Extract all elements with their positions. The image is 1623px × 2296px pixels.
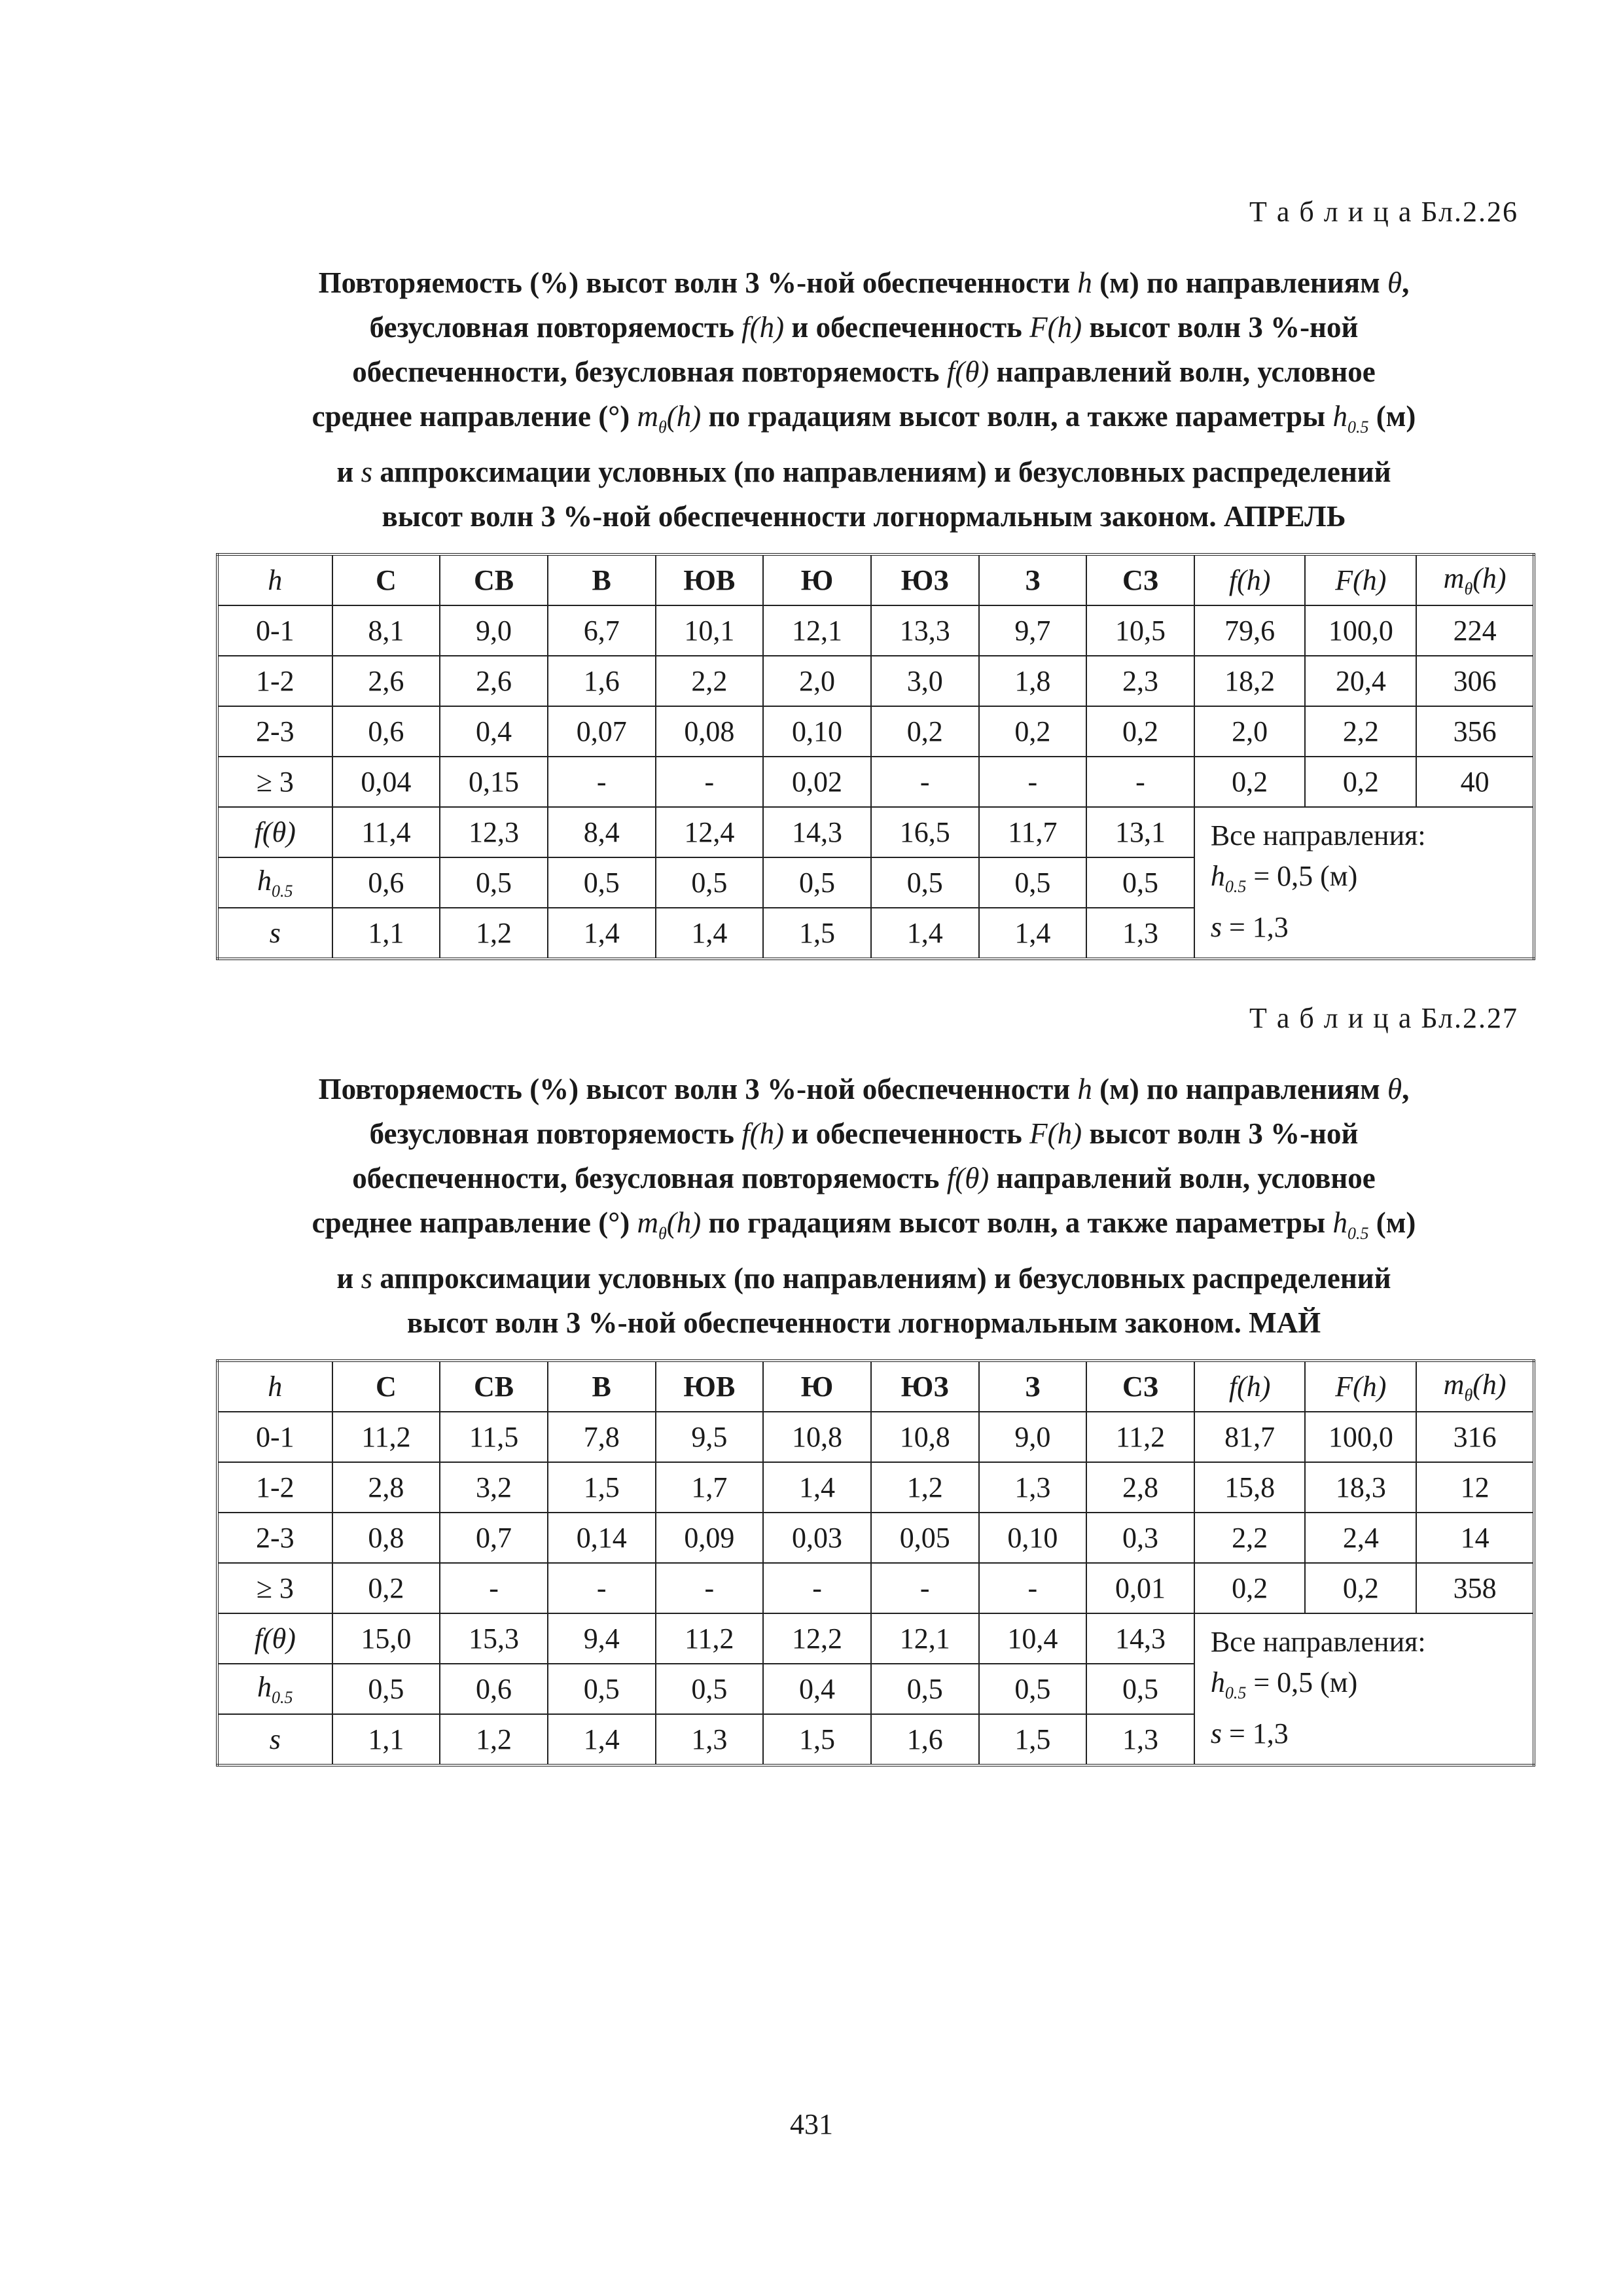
col-header-sw: ЮЗ	[871, 1361, 979, 1412]
table-cell: 10,8	[871, 1412, 979, 1462]
col-header-n: С	[332, 554, 440, 605]
table-cell: 11,2	[332, 1412, 440, 1462]
summary-s: s = 1,3	[1210, 910, 1289, 943]
table-cell: 0,7	[440, 1513, 548, 1563]
caption-line: высот волн 3 %-ной обеспеченности логнормальным законом. АПРЕЛЬ	[382, 500, 1346, 533]
table-cell: 1,5	[763, 1714, 871, 1765]
table-row	[217, 757, 1534, 807]
caption-line: обеспеченности, безусловная повторяемость f(θ) направлений волн, условное	[352, 1162, 1376, 1194]
table-cell: 1,6	[548, 656, 656, 706]
table-cell: 40	[1416, 757, 1534, 807]
table-cell: 0,15	[440, 757, 548, 807]
table-cell: 0,6	[332, 857, 440, 908]
col-header-s: Ю	[763, 554, 871, 605]
table-label: Т а б л и ц а Бл.2.27	[1249, 1002, 1518, 1034]
table-cell: -	[763, 1563, 871, 1613]
table-cell: 12,2	[763, 1613, 871, 1664]
caption-line: безусловная повторяемость f(h) и обеспеченность F(h) высот волн 3 %-ной	[369, 1117, 1359, 1150]
table-cell: 20,4	[1305, 656, 1416, 706]
table-cell: 2,3	[1086, 656, 1194, 706]
table-cell: 0,08	[656, 706, 764, 757]
table-cell: 0,01	[1086, 1563, 1194, 1613]
table-cell: 0,4	[763, 1664, 871, 1714]
table-cell: 12,4	[656, 807, 764, 857]
table-cell: 0,5	[548, 1664, 656, 1714]
table-cell: 1,4	[548, 908, 656, 959]
table-cell: 1,5	[548, 1462, 656, 1513]
table-cell: 2,2	[1194, 1513, 1306, 1563]
table-cell: 0,4	[440, 706, 548, 757]
table-cell: 1,3	[1086, 1714, 1194, 1765]
table-cell: 0,5	[979, 1664, 1087, 1714]
col-header-Fh: F(h)	[1305, 1361, 1416, 1412]
col-header-nw: СЗ	[1086, 1361, 1194, 1412]
table-cell: -	[656, 1563, 764, 1613]
table-row	[217, 605, 1534, 656]
table-cell: 0,10	[763, 706, 871, 757]
table-cell: 12	[1416, 1462, 1534, 1513]
table-cell: 3,0	[871, 656, 979, 706]
table-cell: 100,0	[1305, 605, 1416, 656]
table-row	[217, 656, 1534, 706]
table-row	[217, 706, 1534, 757]
table-cell: 0,2	[979, 706, 1087, 757]
table-cell: 12,1	[871, 1613, 979, 1664]
table-cell: 11,4	[332, 807, 440, 857]
col-header-Fh: F(h)	[1305, 554, 1416, 605]
table-cell: 2,0	[1194, 706, 1306, 757]
row-label: 1-2	[217, 1462, 332, 1513]
table-cell: 0,3	[1086, 1513, 1194, 1563]
table-caption	[216, 260, 1512, 539]
col-header-m: $m_\theta(h)$	[1416, 554, 1534, 605]
table-cell: 1,1	[332, 908, 440, 959]
table-cell: 2,2	[1305, 706, 1416, 757]
table-cell: 11,2	[1086, 1412, 1194, 1462]
table-cell: 14,3	[1086, 1613, 1194, 1664]
table-cell: 9,4	[548, 1613, 656, 1664]
table-cell: 1,3	[979, 1462, 1087, 1513]
caption-line: Повторяемость (%) высот волн 3 %-ной обеспеченности h (м) по направлениям θ,	[318, 1073, 1410, 1105]
col-header-sw: ЮЗ	[871, 554, 979, 605]
summary-h05: $h_{0.5} = 0,5$ (м)	[1210, 860, 1358, 896]
table-cell: 2,2	[656, 656, 764, 706]
table-cell: 16,5	[871, 807, 979, 857]
table-cell: 0,2	[871, 706, 979, 757]
table-cell: 0,5	[656, 1664, 764, 1714]
col-header-fh: f(h)	[1194, 554, 1306, 605]
col-header-w: З	[979, 554, 1087, 605]
row-label: f(θ)	[217, 1613, 332, 1664]
table-cell: 10,5	[1086, 605, 1194, 656]
row-label: $h_{0.5}$	[217, 857, 332, 908]
caption-line: обеспеченности, безусловная повторяемость f(θ) направлений волн, условное	[352, 355, 1376, 388]
table-cell: 0,2	[1305, 757, 1416, 807]
row-label: $h_{0.5}$	[217, 1664, 332, 1714]
table-cell: 0,5	[440, 857, 548, 908]
summary-title: Все направления:	[1210, 819, 1426, 852]
row-label: ≥ 3	[217, 1563, 332, 1613]
table-cell: 14	[1416, 1513, 1534, 1563]
table-cell: 1,3	[1086, 908, 1194, 959]
table-cell: 1,5	[979, 1714, 1087, 1765]
page-number: 431	[790, 2108, 833, 2140]
table-cell: 0,5	[763, 857, 871, 908]
col-header-se: ЮВ	[656, 554, 764, 605]
table-cell: 0,03	[763, 1513, 871, 1563]
table-cell: 10,8	[763, 1412, 871, 1462]
row-label: 2-3	[217, 1513, 332, 1563]
table-cell: -	[871, 1563, 979, 1613]
row-label: 2-3	[217, 706, 332, 757]
table-cell: 2,6	[332, 656, 440, 706]
table-cell: 6,7	[548, 605, 656, 656]
table-cell: 0,6	[440, 1664, 548, 1714]
table-cell: 0,2	[1086, 706, 1194, 757]
table-cell: 0,02	[763, 757, 871, 807]
table-cell: 11,7	[979, 807, 1087, 857]
table-cell: 0,5	[332, 1664, 440, 1714]
table-cell: 0,14	[548, 1513, 656, 1563]
table-cell: 306	[1416, 656, 1534, 706]
table-cell: -	[548, 757, 656, 807]
table-cell: 1,4	[979, 908, 1087, 959]
table-cell: 0,09	[656, 1513, 764, 1563]
table-cell: 81,7	[1194, 1412, 1306, 1462]
table-cell: 1,8	[979, 656, 1087, 706]
table-cell: -	[979, 1563, 1087, 1613]
table-cell: 7,8	[548, 1412, 656, 1462]
summary-s: s = 1,3	[1210, 1717, 1289, 1749]
table-cell: 100,0	[1305, 1412, 1416, 1462]
table-cell: 0,2	[1194, 757, 1306, 807]
col-header-se: ЮВ	[656, 1361, 764, 1412]
col-header-nw: СЗ	[1086, 554, 1194, 605]
table-cell: 79,6	[1194, 605, 1306, 656]
table-cell: 356	[1416, 706, 1534, 757]
table-cell: 0,6	[332, 706, 440, 757]
table-row	[217, 1462, 1534, 1513]
table-row	[217, 1412, 1534, 1462]
all-directions-summary	[1194, 1613, 1534, 1765]
table-cell: 0,2	[1194, 1563, 1306, 1613]
table-cell: 1,6	[871, 1714, 979, 1765]
table-cell: 0,5	[1086, 1664, 1194, 1714]
table-cell: 0,05	[871, 1513, 979, 1563]
table-cell: 2,0	[763, 656, 871, 706]
row-label: f(θ)	[217, 807, 332, 857]
table-cell: 358	[1416, 1563, 1534, 1613]
table-cell: 1,2	[440, 1714, 548, 1765]
col-header-h: h	[217, 554, 332, 605]
summary-h05: $h_{0.5} = 0,5$ (м)	[1210, 1666, 1358, 1702]
table-cell: 2,8	[332, 1462, 440, 1513]
table-cell: 8,4	[548, 807, 656, 857]
caption-line: безусловная повторяемость f(h) и обеспеченность F(h) высот волн 3 %-ной	[369, 311, 1359, 344]
caption-line: среднее направление (°) $m_\theta(h)$ по градациям высот волн, а также параметры $h_{0.5}$ (м)	[312, 400, 1416, 437]
header-row	[217, 554, 1534, 605]
table-cell: 0,5	[871, 1664, 979, 1714]
table-cell: 9,0	[979, 1412, 1087, 1462]
caption-line: высот волн 3 %-ной обеспеченности логнормальным законом. МАЙ	[406, 1306, 1321, 1339]
data-table	[216, 553, 1535, 960]
table-cell: 0,04	[332, 757, 440, 807]
table-cell: 12,1	[763, 605, 871, 656]
table-label: Т а б л и ц а Бл.2.26	[1249, 196, 1518, 228]
table-cell: -	[979, 757, 1087, 807]
table-cell: 0,10	[979, 1513, 1087, 1563]
table-cell: 0,5	[1086, 857, 1194, 908]
table-cell: 1,4	[656, 908, 764, 959]
col-header-fh: f(h)	[1194, 1361, 1306, 1412]
ftheta-row	[217, 1613, 1534, 1664]
table-cell: 9,7	[979, 605, 1087, 656]
table-cell: 1,4	[763, 1462, 871, 1513]
table-cell: 0,07	[548, 706, 656, 757]
col-header-h: h	[217, 1361, 332, 1412]
table-cell: 18,2	[1194, 656, 1306, 706]
table-cell: 11,5	[440, 1412, 548, 1462]
row-label: 0-1	[217, 1412, 332, 1462]
header-row	[217, 1361, 1534, 1412]
table-cell: 12,3	[440, 807, 548, 857]
table-cell: 14,3	[763, 807, 871, 857]
table-cell: 0,5	[979, 857, 1087, 908]
table-cell: 1,5	[763, 908, 871, 959]
table-cell: 10,1	[656, 605, 764, 656]
table-cell: 1,2	[871, 1462, 979, 1513]
table-cell: 1,1	[332, 1714, 440, 1765]
table-cell: 2,4	[1305, 1513, 1416, 1563]
table-cell: 8,1	[332, 605, 440, 656]
caption-line: и s аппроксимации условных (по направлениям) и безусловных распределений	[336, 1262, 1391, 1295]
table-cell: -	[656, 757, 764, 807]
row-label: s	[217, 908, 332, 959]
summary-title: Все направления:	[1210, 1626, 1426, 1658]
table-row	[217, 1513, 1534, 1563]
table-cell: 15,0	[332, 1613, 440, 1664]
row-label: 1-2	[217, 656, 332, 706]
table-cell: 15,3	[440, 1613, 548, 1664]
col-header-e: В	[548, 554, 656, 605]
table-cell: 2,6	[440, 656, 548, 706]
row-label: ≥ 3	[217, 757, 332, 807]
table-cell: 316	[1416, 1412, 1534, 1462]
table-cell: 0,2	[1305, 1563, 1416, 1613]
row-label: s	[217, 1714, 332, 1765]
col-header-s: Ю	[763, 1361, 871, 1412]
data-table	[216, 1359, 1535, 1767]
table-cell: 18,3	[1305, 1462, 1416, 1513]
table-cell: 0,5	[656, 857, 764, 908]
caption-line: и s аппроксимации условных (по направлениям) и безусловных распределений	[336, 456, 1391, 488]
caption-line: Повторяемость (%) высот волн 3 %-ной обеспеченности h (м) по направлениям θ,	[318, 266, 1410, 299]
row-label: 0-1	[217, 605, 332, 656]
table-cell: 1,4	[871, 908, 979, 959]
table-cell: 15,8	[1194, 1462, 1306, 1513]
col-header-w: З	[979, 1361, 1087, 1412]
table-cell: 13,1	[1086, 807, 1194, 857]
table-cell: 0,5	[871, 857, 979, 908]
table-cell: 0,8	[332, 1513, 440, 1563]
table-cell: 9,0	[440, 605, 548, 656]
table-cell: -	[1086, 757, 1194, 807]
ftheta-row	[217, 807, 1534, 857]
table-cell: -	[548, 1563, 656, 1613]
table-cell: 9,5	[656, 1412, 764, 1462]
table-cell: 11,2	[656, 1613, 764, 1664]
table-cell: -	[871, 757, 979, 807]
col-header-e: В	[548, 1361, 656, 1412]
table-cell: 10,4	[979, 1613, 1087, 1664]
table-cell: 224	[1416, 605, 1534, 656]
table-cell: 1,4	[548, 1714, 656, 1765]
table-cell: 0,2	[332, 1563, 440, 1613]
col-header-n: С	[332, 1361, 440, 1412]
all-directions-summary	[1194, 807, 1534, 959]
col-header-m: $m_\theta(h)$	[1416, 1361, 1534, 1412]
table-cell: -	[440, 1563, 548, 1613]
table-cell: 1,3	[656, 1714, 764, 1765]
table-cell: 0,5	[548, 857, 656, 908]
table-cell: 1,2	[440, 908, 548, 959]
table-cell: 13,3	[871, 605, 979, 656]
col-header-ne: СВ	[440, 1361, 548, 1412]
table-cell: 2,8	[1086, 1462, 1194, 1513]
table-cell: 1,7	[656, 1462, 764, 1513]
table-row	[217, 1563, 1534, 1613]
table-cell: 3,2	[440, 1462, 548, 1513]
col-header-ne: СВ	[440, 554, 548, 605]
caption-line: среднее направление (°) $m_\theta(h)$ по градациям высот волн, а также параметры $h_{0.5}$ (м)	[312, 1206, 1416, 1243]
table-caption	[216, 1067, 1512, 1345]
